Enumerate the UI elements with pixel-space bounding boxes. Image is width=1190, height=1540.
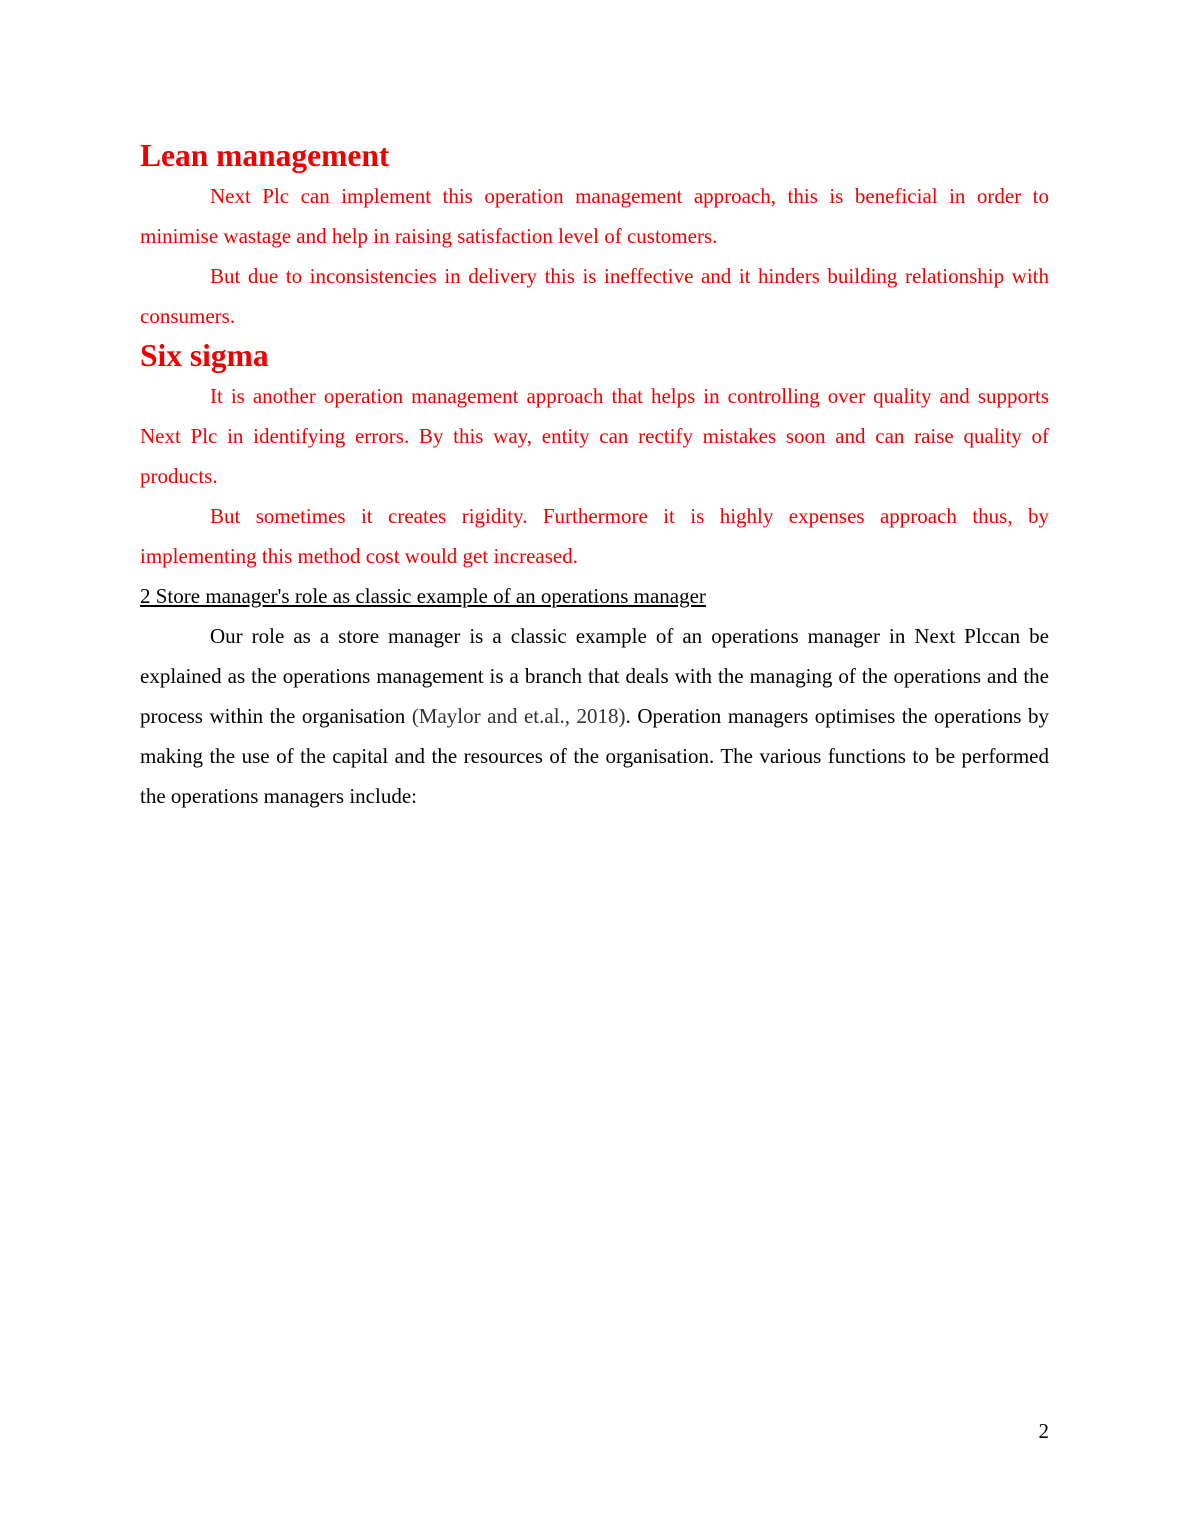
- six-sigma-paragraph-1: It is another operation management approach that helps in controlling over quality and supports Next Plc in identifying errors. By this way, entity can rectify mistakes soon and can raise quality of products.: [140, 384, 1049, 488]
- heading-lean-management: Lean management: [140, 138, 390, 173]
- page-content: [140, 136, 1049, 816]
- lean-paragraph-1: Next Plc can implement this operation management approach, this is beneficial in order to minimise wastage and help in raising satisfaction level of customers.: [140, 184, 1049, 248]
- store-manager-paragraph: [140, 616, 1049, 816]
- section-2-title: [140, 576, 1049, 616]
- six-sigma-paragraph-2: But sometimes it creates rigidity. Furthermore it is highly expenses approach thus, by implementing this method cost would get increased.: [140, 504, 1049, 568]
- store-manager-text-after: . Operation managers optimises the operations by making the use of the capital and the resources of the organisation. The various functions to be performed the operations managers include:: [140, 704, 1049, 808]
- lean-paragraph-2: But due to inconsistencies in delivery this is ineffective and it hinders building relationship with consumers.: [140, 264, 1049, 328]
- heading-six-sigma: Six sigma: [140, 338, 269, 373]
- citation: (Maylor and et.al., 2018): [411, 704, 626, 728]
- store-manager-text-before: Our role as a store manager is a classic example of an operations manager in Next Plccan be explained as the operations management is a branch that deals with the managing of the operations and the process within the organisation: [140, 624, 1049, 728]
- page-number: 2: [1038, 1419, 1049, 1443]
- section-2-title-text: 2 Store manager's role as classic example of an operations manager: [140, 584, 706, 608]
